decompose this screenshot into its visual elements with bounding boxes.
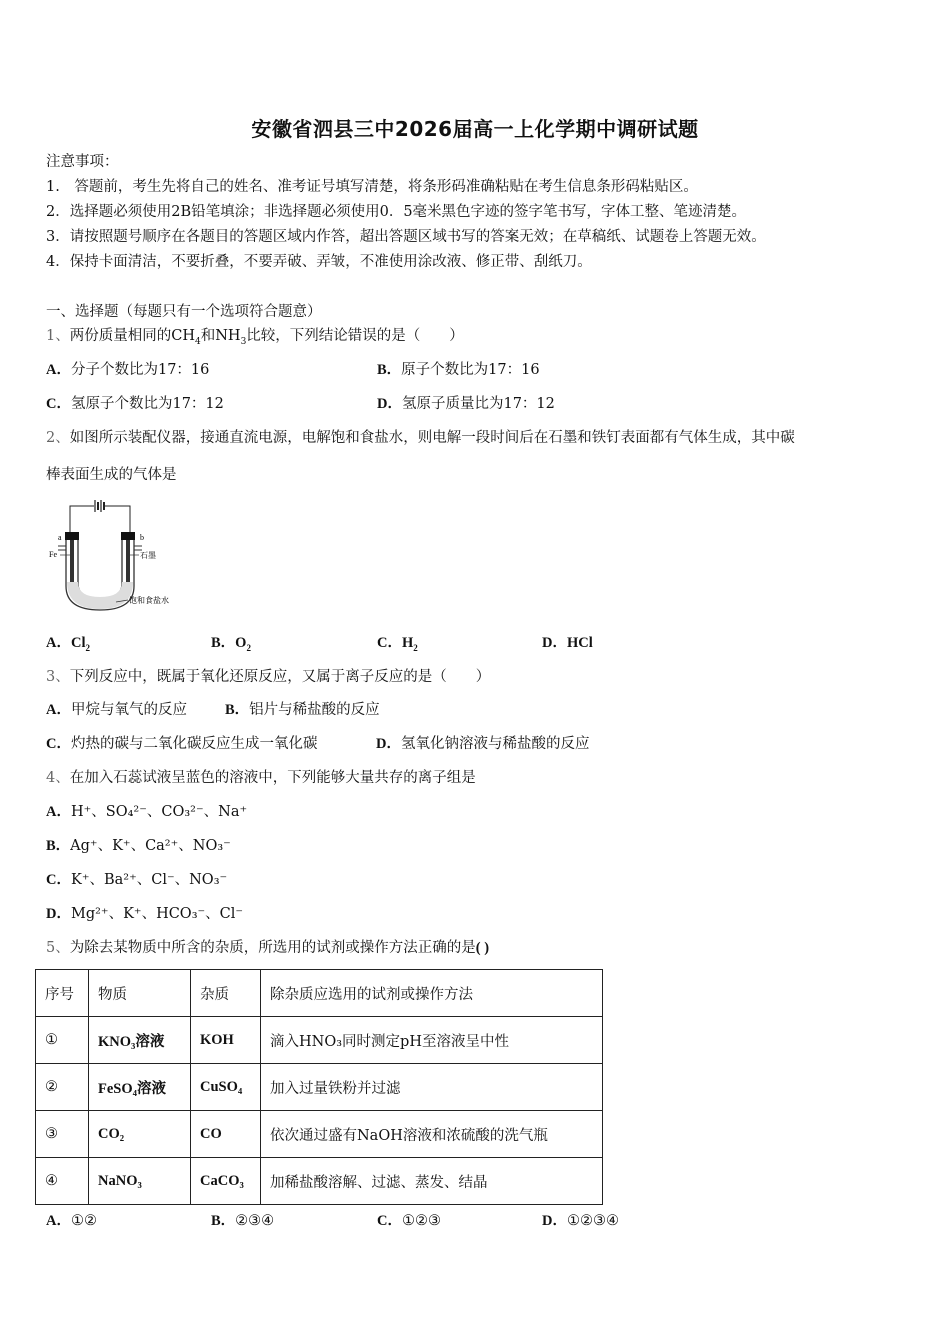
question-3-option-d[interactable]: D．氢氧化钠溶液与稀盐酸的反应: [376, 736, 590, 752]
section-heading: 一、选择题（每题只有一个选项符合题意）: [46, 304, 322, 320]
question-1-option-b[interactable]: B．原子个数比为17：16: [377, 362, 540, 378]
table-cell: KOH: [191, 1017, 261, 1064]
table-cell: 加入过量铁粉并过滤: [261, 1064, 603, 1111]
question-2-option-b[interactable]: B．$O_2$: [211, 635, 251, 653]
question-2-option-a[interactable]: A．$Cl_2$: [46, 635, 90, 653]
notice-item-3: 3．请按照题号顺序在各题目的答题区域内作答，超出答题区域书写的答案无效；在草稿纸、试题卷上答题无效。: [46, 229, 766, 245]
table-cell: CaCO₃: [191, 1158, 261, 1205]
table-cell: NaNO₃: [89, 1158, 191, 1205]
table-row: [36, 1158, 603, 1205]
question-2-stem-line2: 棒表面生成的气体是: [46, 467, 177, 483]
question-4-option-c[interactable]: C．K⁺、Ba²⁺、Cl⁻、NO₃⁻: [46, 872, 228, 888]
svg-text:Fe: Fe: [49, 550, 57, 559]
electrolysis-u-tube-diagram: [44, 494, 194, 616]
question-1-option-d[interactable]: D．氢原子质量比为17：12: [377, 396, 555, 412]
svg-text:石墨: 石墨: [140, 551, 156, 560]
table-cell: CO: [191, 1111, 261, 1158]
question-5-option-a[interactable]: A．①②: [46, 1213, 97, 1229]
question-5-option-d[interactable]: D．①②③④: [542, 1213, 619, 1229]
notice-item-2: 2．选择题必须使用2B铅笔填涂；非选择题必须使用0．5毫米黑色字迹的签字笔书写，字体工整、笔迹清楚。: [46, 204, 747, 220]
question-3-option-b[interactable]: B．铝片与稀盐酸的反应: [225, 702, 380, 718]
question-4-option-a[interactable]: A．H⁺、SO₄²⁻、CO₃²⁻、Na⁺: [46, 804, 248, 820]
table-row: [36, 1017, 603, 1064]
question-2-stem-line1: 2、如图所示装配仪器，接通直流电源，电解饱和食盐水，则电解一段时间后在石墨和铁钉表面都有气体生成，其中碳: [46, 430, 795, 446]
question-5-option-b[interactable]: B．②③④: [211, 1213, 275, 1229]
table-header-cell: 物质: [89, 970, 191, 1017]
table-cell: ③: [36, 1111, 89, 1158]
question-3-option-a[interactable]: A．甲烷与氧气的反应: [46, 702, 187, 718]
table-header-cell: 序号: [36, 970, 89, 1017]
table-cell: 加稀盐酸溶解、过滤、蒸发、结晶: [261, 1158, 603, 1205]
impurity-removal-table: [35, 969, 603, 1205]
svg-text:饱和食盐水: 饱和食盐水: [129, 596, 169, 605]
question-4-option-d[interactable]: D．Mg²⁺、K⁺、HCO₃⁻、Cl⁻: [46, 906, 244, 922]
notice-item-4: 4．保持卡面清洁，不要折叠，不要弄破、弄皱，不准使用涂改液、修正带、刮纸刀。: [46, 254, 592, 270]
table-cell: KNO₃溶液: [89, 1017, 191, 1064]
question-2-option-d[interactable]: D．HCl: [542, 635, 593, 651]
table-cell: 依次通过盛有NaOH溶液和浓硫酸的洗气瓶: [261, 1111, 603, 1158]
notice-item-1: 1. 答题前，考生先将自己的姓名、准考证号填写清楚，将条形码准确粘贴在考生信息条形码粘贴区。: [46, 179, 698, 195]
page-title: 安徽省泗县三中2026届高一上化学期中调研试题: [251, 117, 699, 141]
table-cell: ②: [36, 1064, 89, 1111]
question-1-stem: 1、两份质量相同的$CH_4$和$NH_3$比较，下列结论错误的是（ ）: [46, 328, 464, 347]
question-1-option-a[interactable]: A．分子个数比为17：16: [46, 362, 210, 378]
table-header-row: [36, 970, 603, 1017]
table-cell: ④: [36, 1158, 89, 1205]
question-5-stem: 5、为除去某物质中所含的杂质，所选用的试剂或操作方法正确的是( ): [46, 940, 490, 956]
table-header-cell: 杂质: [191, 970, 261, 1017]
table-row: [36, 1064, 603, 1111]
table-cell: ①: [36, 1017, 89, 1064]
question-3-stem: 3、下列反应中，既属于氧化还原反应，又属于离子反应的是（ ）: [46, 669, 491, 685]
question-4-option-b[interactable]: B．Ag⁺、K⁺、Ca²⁺、NO₃⁻: [46, 838, 231, 854]
table-cell: FeSO₄溶液: [89, 1064, 191, 1111]
question-4-stem: 4、在加入石蕊试液呈蓝色的溶液中，下列能够大量共存的离子组是: [46, 770, 476, 786]
question-number: 1、: [46, 328, 70, 344]
question-1-option-c[interactable]: C．氢原子个数比为17：12: [46, 396, 224, 412]
svg-text:b: b: [140, 533, 144, 542]
table-row: [36, 1111, 603, 1158]
question-5-option-c[interactable]: C．①②③: [377, 1213, 441, 1229]
table-cell: CuSO₄: [191, 1064, 261, 1111]
svg-text:a: a: [58, 533, 62, 542]
question-2-option-c[interactable]: C．$H_2$: [377, 635, 418, 653]
question-3-option-c[interactable]: C．灼热的碳与二氧化碳反应生成一氧化碳: [46, 736, 318, 752]
table-cell: 滴入HNO₃同时测定pH至溶液呈中性: [261, 1017, 603, 1064]
table-cell: CO₂: [89, 1111, 191, 1158]
table-header-cell: 除杂质应选用的试剂或操作方法: [261, 970, 603, 1017]
notice-heading: 注意事项：: [46, 154, 119, 170]
